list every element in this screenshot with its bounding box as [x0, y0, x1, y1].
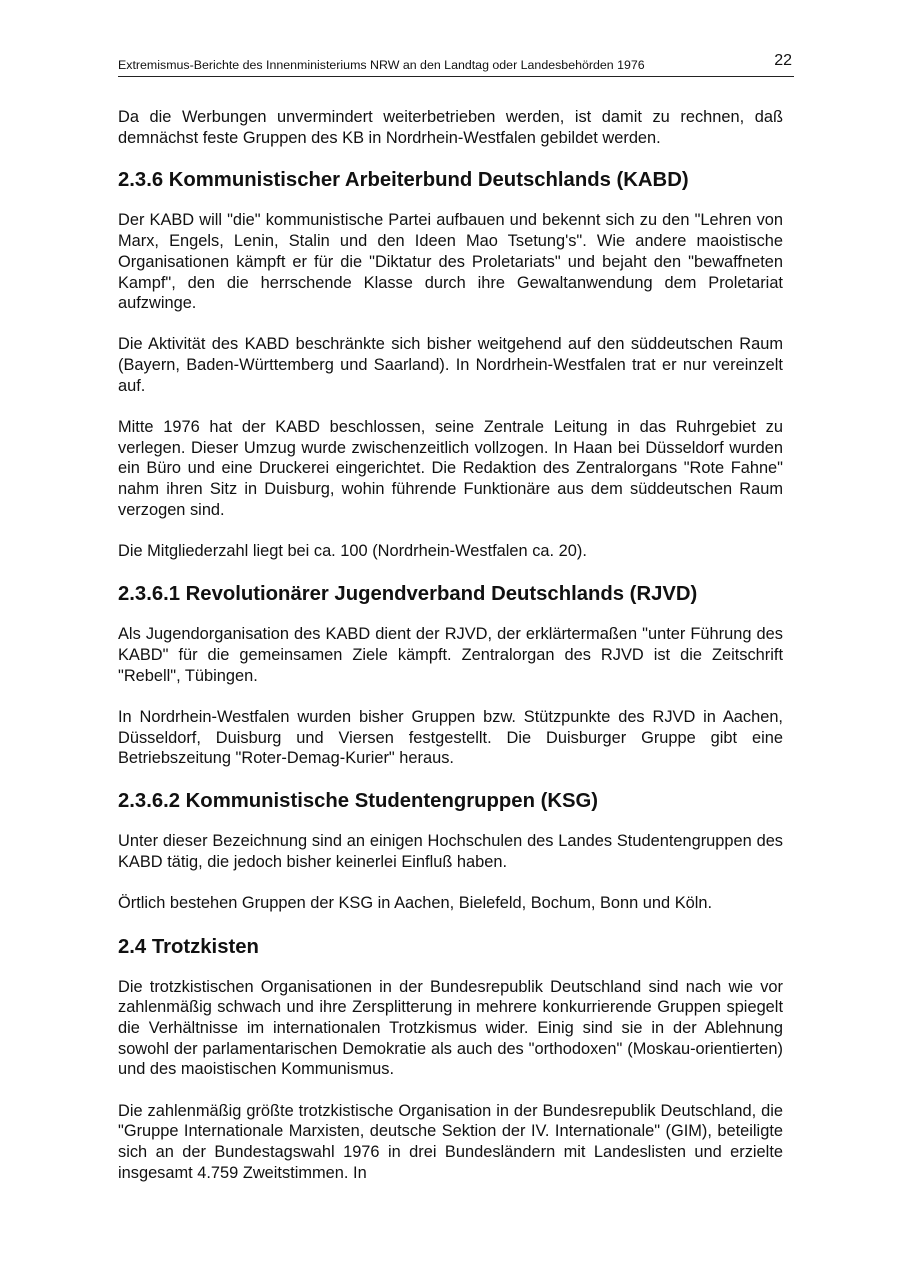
section-heading-2-4: 2.4 Trotzkisten: [118, 935, 259, 958]
paragraph: Örtlich bestehen Gruppen der KSG in Aachen, Bielefeld, Bochum, Bonn und Köln.: [118, 894, 713, 913]
paragraph: Unter dieser Bezeichnung sind an einigen Hochschulen des Landes Studentengruppen des KABD tätig, die jedoch bisher keinerlei Einfluß haben.: [118, 832, 783, 872]
page-header: [118, 52, 794, 77]
section-heading-2-3-6: 2.3.6 Kommunistischer Arbeiterbund Deutschlands (KABD): [118, 169, 689, 192]
paragraph: Mitte 1976 hat der KABD beschlossen, seine Zentrale Leitung in das Ruhrgebiet zu verlegen. Dieser Umzug wurde zwischenzeitlich vollzogen. In Haan bei Düsseldorf wurden ein Büro und eine Druckerei eingerichtet. Die Redaktion des Zentralorgans "Rote Fahne" nahm ihren Sitz in Duisburg, wohin führende Funktionäre aus dem süddeutschen Raum verzogen sind.: [118, 418, 783, 519]
intro-paragraph: Da die Werbungen unvermindert weiterbetrieben werden, ist damit zu rechnen, daß demnächst feste Gruppen des KB in Nordrhein-Westfalen gebildet werden.: [118, 108, 783, 147]
header-title: Extremismus-Berichte des Innenministeriums NRW an den Landtag oder Landesbehörden 1976: [118, 58, 645, 72]
paragraph: Der KABD will "die" kommunistische Partei aufbauen und bekennt sich zu den "Lehren von Marx, Engels, Lenin, Stalin und den Ideen Mao Tsetung's". Wie andere maoistische Organisationen kämpft er für die "Diktatur des Proletariats" und bejaht den "bewaffneten Kampf", den die herrschende Klasse durch ihre Gewaltanwendung dem Proletariat aufzwinge.: [118, 211, 783, 313]
paragraph: Die trotzkistischen Organisationen in der Bundesrepublik Deutschland sind nach wie vor zahlenmäßig schwach und ihre Zersplitterung in mehrere konkurrierende Gruppen spiegelt die Verhältnisse im internationalen Trotzkismus wider. Einig sind sie in der Ablehnung sowohl der parlamentarischen Demokratie als auch des "orthodoxen" (Moskau-orientierten) und des maoistischen Kommunismus.: [118, 977, 783, 1079]
page-number: 22: [774, 52, 792, 69]
paragraph: In Nordrhein-Westfalen wurden bisher Gruppen bzw. Stützpunkte des RJVD in Aachen, Düsseldorf, Duisburg und Viersen festgestellt. Die Duisburger Gruppe gibt eine Betriebszeitung "Roter-Demag-Kurier" heraus.: [118, 707, 783, 768]
section-heading-2-3-6-1: 2.3.6.1 Revolutionärer Jugendverband Deutschlands (RJVD): [118, 583, 698, 606]
paragraph: Die zahlenmäßig größte trotzkistische Organisation in der Bundesrepublik Deutschland, die "Gruppe Internationale Marxisten, deutsche Sektion der IV. Internationale" (GIM), beteiligte sich an der Bundestagswahl 1976 in drei Bundesländern mit Landeslisten und erzielte insgesamt 4.759 Zweitstimmen. In: [118, 1101, 783, 1182]
section-heading-2-3-6-2: 2.3.6.2 Kommunistische Studentengruppen (KSG): [118, 790, 599, 813]
document-body: [118, 107, 783, 1204]
paragraph: Die Aktivität des KABD beschränkte sich bisher weitgehend auf den süddeutschen Raum (Bayern, Baden-Württemberg und Saarland). In Nordrhein-Westfalen trat er nur vereinzelt auf.: [118, 335, 783, 395]
paragraph: Die Mitgliederzahl liegt bei ca. 100 (Nordrhein-Westfalen ca. 20).: [118, 542, 587, 561]
paragraph: Als Jugendorganisation des KABD dient der RJVD, der erklärtermaßen "unter Führung des KABD" für die gemeinsamen Ziele kämpft. Zentralorgan des RJVD ist die Zeitschrift "Rebell", Tübingen.: [118, 625, 783, 685]
